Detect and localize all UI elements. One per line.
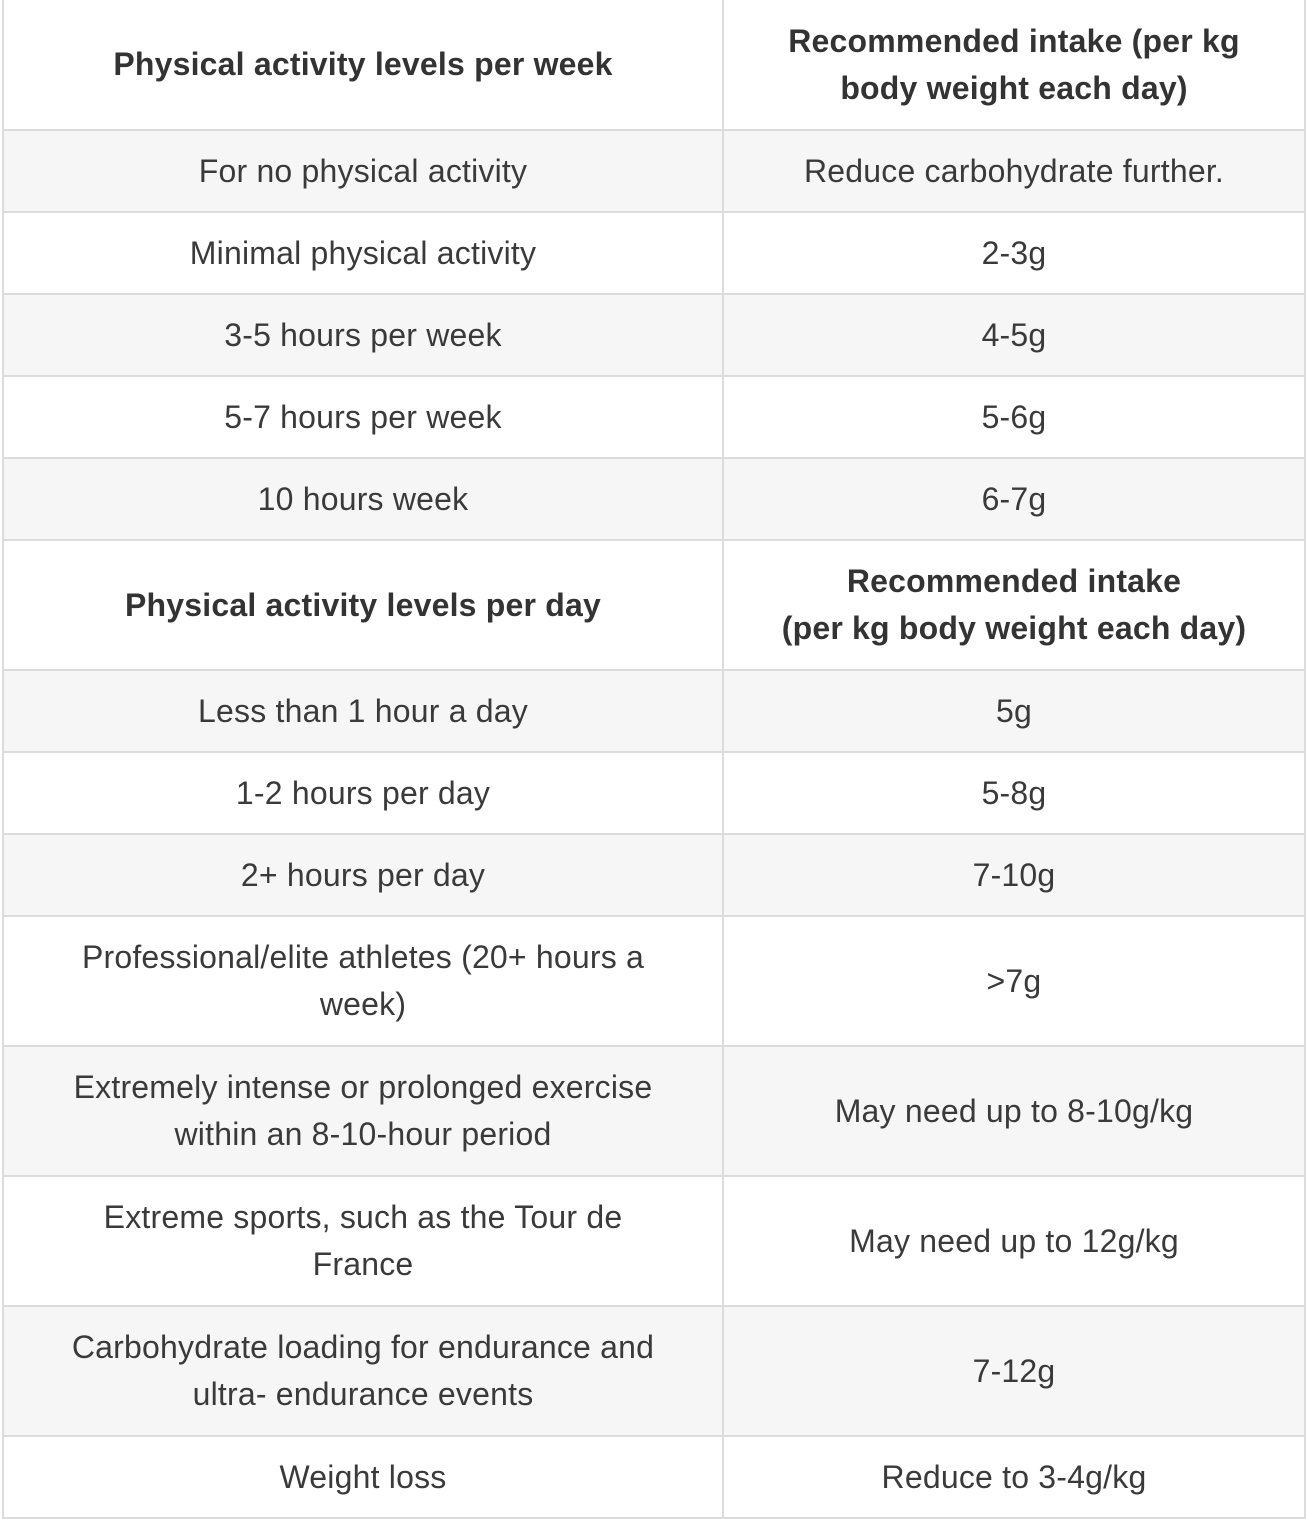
table-row (3, 752, 1305, 834)
activity-cell: 10 hours week (3, 458, 723, 540)
table-row (3, 458, 1305, 540)
intake-cell: 6-7g (723, 458, 1305, 540)
activity-cell: 1-2 hours per day (3, 752, 723, 834)
intake-cell: 7-12g (723, 1306, 1305, 1436)
activity-cell: 3-5 hours per week (3, 294, 723, 376)
table-row (3, 212, 1305, 294)
activity-line: Extremely intense or prolonged exercise (73, 1069, 653, 1105)
activity-cell: For no physical activity (3, 130, 723, 212)
table-row (3, 294, 1305, 376)
activity-line: within an 8-10-hour period (174, 1116, 552, 1152)
header-intake-day: Recommended intake (per kg body weight each day) (723, 540, 1305, 670)
table-row (3, 834, 1305, 916)
table-row (3, 670, 1305, 752)
header-activity-week: Physical activity levels per week (3, 0, 723, 130)
activity-line: Carbohydrate loading for endurance and (71, 1329, 655, 1365)
activity-cell: 2+ hours per day (3, 834, 723, 916)
intake-cell: >7g (723, 916, 1305, 1046)
activity-cell: Less than 1 hour a day (3, 670, 723, 752)
intake-cell: Reduce carbohydrate further. (723, 130, 1305, 212)
activity-line: France (312, 1246, 414, 1282)
table-row (3, 1306, 1305, 1436)
header-intake-week: Recommended intake (per kg body weight each day) (723, 0, 1305, 130)
activity-cell: 5-7 hours per week (3, 376, 723, 458)
header-activity-day: Physical activity levels per day (3, 540, 723, 670)
intake-cell: 4-5g (723, 294, 1305, 376)
intake-cell: 5-8g (723, 752, 1305, 834)
table-row (3, 1436, 1305, 1518)
intake-cell: 5-6g (723, 376, 1305, 458)
table-header-row-day (3, 540, 1305, 670)
table-row (3, 916, 1305, 1046)
activity-cell (3, 1046, 723, 1176)
intake-cell: 2-3g (723, 212, 1305, 294)
activity-cell: Weight loss (3, 1436, 723, 1518)
intake-cell: 5g (723, 670, 1305, 752)
table-row (3, 1176, 1305, 1306)
activity-line: ultra- endurance events (192, 1376, 534, 1412)
intake-cell: Reduce to 3-4g/kg (723, 1436, 1305, 1518)
activity-cell (3, 1176, 723, 1306)
activity-line: week) (319, 986, 407, 1022)
activity-line: Professional/elite athletes (20+ hours a (81, 939, 645, 975)
table-row (3, 1046, 1305, 1176)
intake-cell: May need up to 12g/kg (723, 1176, 1305, 1306)
carbohydrate-intake-table (2, 0, 1306, 1519)
activity-line: Extreme sports, such as the Tour de (103, 1199, 623, 1235)
activity-cell: Minimal physical activity (3, 212, 723, 294)
table-row (3, 130, 1305, 212)
intake-cell: 7-10g (723, 834, 1305, 916)
activity-cell (3, 916, 723, 1046)
table-row (3, 376, 1305, 458)
table-header-row-week (3, 0, 1305, 130)
intake-cell: May need up to 8-10g/kg (723, 1046, 1305, 1176)
activity-cell (3, 1306, 723, 1436)
